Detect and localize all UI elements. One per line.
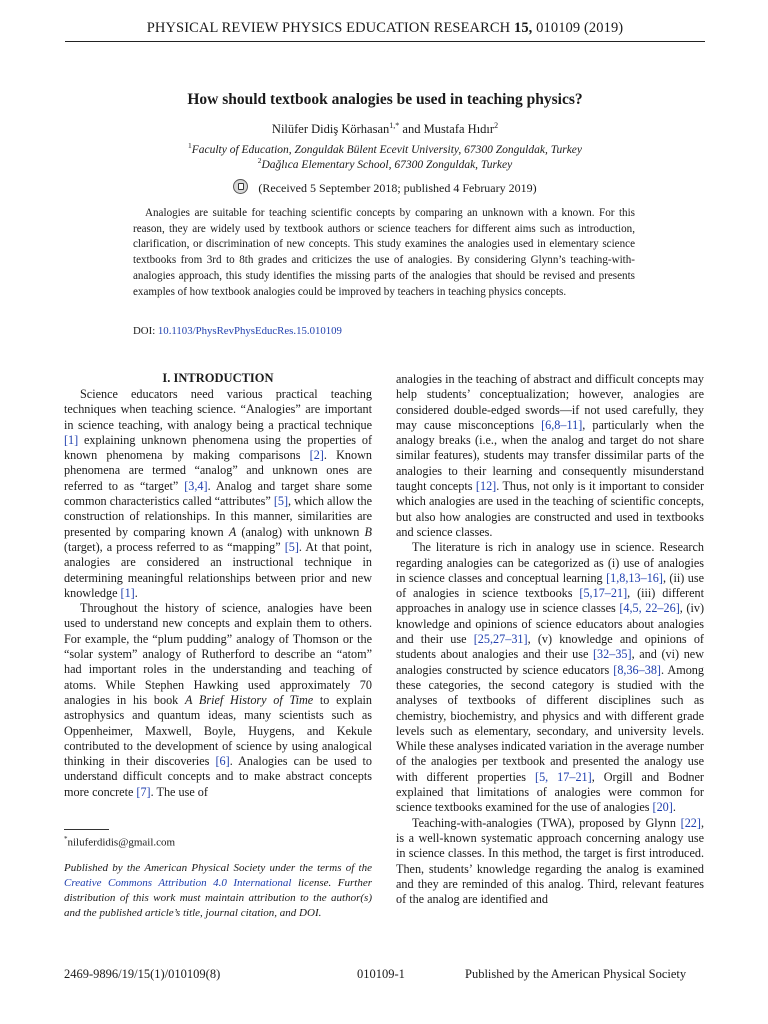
doi-link[interactable]: 10.1103/PhysRevPhysEducRes.15.010109 [157,325,342,337]
text-run: to explain astrophysics and quantum ideas, many scientists such as Oppenheimer, Maxwell, Boyle, Huygens, and Kekule contributed to the development of science by using analogical thinking in their discoveries [64,692,372,769]
author-conjunction: and [402,122,421,137]
affiliation-2 [65,156,705,171]
received-line [65,179,705,196]
text-run: , (iv) knowledge and opinions of science educators about analogies and their use [396,601,704,647]
affiliation-2-number: 2 [257,156,262,165]
running-header [65,20,705,42]
text-run: , particularly when the analogy breaks (i.e., when the analog and target do not share similar features), students may transfer dissimilar parts of the analogies to their learning and consequently misunderstand taught concepts [396,417,704,494]
italic-text: A Brief History of Time [184,692,314,707]
article-number-year: 010109 (2019) [536,20,624,36]
italic-text: B [364,524,372,539]
text-run: Published by the American Physical Society under the terms of the [64,862,372,874]
text-run: , (iii) different approaches in analogy use in science classes [396,586,704,616]
affiliation-2-text: Dağlıca Elementary School, 67300 Zonguldak, Turkey [261,158,513,171]
text-run: . Thus, not only is it important to consider which analogies are used in the teaching of scientific concepts, but also how analogies are constructed and used in textbooks and science classes. [396,479,705,539]
journal-name: PHYSICAL REVIEW PHYSICS EDUCATION RESEARCH [146,20,511,36]
text-run: , is a well-known systematic approach concerning analogy use in science classes. In this method, the target is first introduced. Then, students’ knowledge regarding the analog is examined and they are reminded of this analog. Third, relevant features of the analog are identified and [396,815,704,907]
corresponding-email: niluferdidis@gmail.com [67,836,176,849]
affiliation-1-number: 1 [187,141,192,150]
text-run: explaining unknown phenomena using the properties of known phenomena by making comparisons [64,432,372,463]
citation-link[interactable]: [25,27–31] [473,632,528,647]
text-run: . Among these categories, the second category is studied with the analyses of textbooks of different disciplines such as chemistry, biochemistry, and physics and with different grade levels such as elementary, secondary, and university levels. While these analyses indicated variation in the average number of the analogies per textbook and presented the analogy use with different properties [396,662,704,784]
text-run: (analog) with unknown [236,524,365,539]
left-column [64,387,372,800]
italic-text: A [228,524,237,539]
intro-paragraph-1 [64,387,372,601]
text-run: The literature is rich in analogy use in science. Research regarding analogies can be categorized as (i) use of analogies in science classes and conceptual learning [396,540,704,585]
text-run: . At that point, analogies are considered an instructional technique in determining meaningful relationships between prior and new knowledge [64,539,373,600]
footnote-rule [64,829,109,830]
header-rule [65,41,705,42]
text-run: . [672,800,676,815]
corresponding-author-footnote [64,835,175,849]
citation-link[interactable]: [3,4] [184,478,208,493]
paper-title: How should textbook analogies be used in teaching physics? [187,91,583,108]
author-1: Nilüfer Didiş Körhasan [271,122,390,137]
crossmark-icon[interactable] [233,179,248,194]
affiliation-1-text: Faculty of Education, Zonguldak Bülent Ecevit University, 67300 Zonguldak, Turkey [191,143,583,156]
author-2: Mustafa Hıdır [423,122,495,137]
citation-link[interactable]: [1,8,13–16] [606,570,663,585]
text-run: Science educators need various practical teaching techniques when teaching science. “Analogies” are important in science teaching, with analogy being a practical technique [64,387,372,432]
citation-link[interactable]: [8,36–38] [613,662,661,677]
doi-label: DOI: [133,325,156,337]
text-run: , (ii) use of analogies in science textbooks [396,570,704,601]
author-2-affiliation-mark: 2 [494,121,499,130]
text-run: Teaching-with-analogies (TWA), proposed by Glynn [412,815,681,830]
text-run: , Orgill and Bodner explained that limitations of analogies were common for science textbooks examined for the use of analogies [396,769,704,815]
citation-link[interactable]: [20] [652,800,673,815]
received-dates: (Received 5 September 2018; published 4 February 2019) [258,181,537,195]
citation-link[interactable]: [32–35] [592,647,632,662]
text-run: . The use of [150,784,208,799]
text-run: (target), a process referred to as “mapping” [64,539,285,554]
author-line [65,121,705,137]
text-run: Throughout the history of science, analogies have been used to understand new concepts and explain them to others. For example, the “plum pudding” analogy of Thomson or the “solar system” analogy of Rutherford to describe an “atom” had important roles in the understanding and teaching of atoms. While Stephen Hawking used approximately 70 analogies in his book [64,601,372,707]
text-run: analogies in the teaching of abstract and difficult concepts may help students’ conceptualization; however, analogies are considered double-edged swords—if not used carefully, they may cause misconceptions [396,372,704,432]
intro-paragraph-2 [64,601,372,800]
affiliation-1 [65,141,705,156]
footer-issn: 2469-9896/19/15(1)/010109(8) [64,967,221,981]
text-run: . Analog and target share some common characteristics called “attributes” [64,478,372,509]
citation-link[interactable]: [5,17–21] [579,586,628,601]
text-run: . Known phenomena are termed “analog” and unknown ones are referred to as “target” [64,448,372,493]
right-column [396,372,704,907]
text-run: . Analogies can be used to understand difficult concepts and to make abstract concepts more concrete [64,754,372,799]
text-run: , and (vi) new analogies constructed by science educators [396,647,704,677]
citation-link[interactable]: [5, 17–21] [535,769,592,784]
doi-line [133,325,342,337]
citation-link[interactable]: [1] [120,585,135,600]
citation-link[interactable]: [4,5, 22–26] [619,601,680,616]
citation-link[interactable]: [5] [273,494,289,509]
text-run: . [134,585,138,600]
author-1-affiliation-mark: 1,* [389,121,400,130]
intro-paragraph-4 [396,540,704,815]
footer-publisher: Published by the American Physical Society [465,967,687,981]
citation-link[interactable]: [6,8–11] [541,417,583,432]
citation-link[interactable]: [2] [309,448,324,463]
citation-link[interactable]: [5] [284,539,299,554]
citation-link[interactable]: [22] [680,815,701,830]
text-run: license. Further distribution of this work must maintain attribution to the author(s) and the published article’s title, journal citation, and DOI. [64,877,373,919]
intro-paragraph-3 [396,372,704,540]
volume-number: 15, [513,20,533,36]
license-statement [64,861,372,921]
footnote-mark: * [64,835,68,843]
citation-link[interactable]: [7] [136,784,151,799]
footer-page-number: 010109-1 [357,967,405,981]
citation-link[interactable]: Creative Commons Attribution 4.0 International [64,877,292,889]
abstract: Analogies are suitable for teaching scientific concepts by comparing an unknown with a known. For this reason, they are widely used by textbook authors or science teachers for different aims such as introduction, clarification, or discrimination of new concepts. This study examines the analogies used in elementary science textbooks from 3rd to 8th grades and criticizes the use of analogies. By considering Glynn’s teaching-with-analogies approach, this study identifies the missing parts of the analogies that should be revised and presents examples of how textbook analogies could be improved by teachers in teaching physics concepts. [133,207,635,298]
text-run: , (v) knowledge and opinions of students about analogies and their use [396,632,704,662]
citation-link[interactable]: [12] [475,479,497,494]
citation-link[interactable]: [1] [64,432,79,447]
citation-link[interactable]: [6] [215,754,230,769]
intro-paragraph-5 [396,816,704,908]
text-run: , which allow the construction of relationships. In this manner, similarities are presented by comparing known [64,494,372,539]
section-heading-introduction: I. INTRODUCTION [162,371,274,385]
